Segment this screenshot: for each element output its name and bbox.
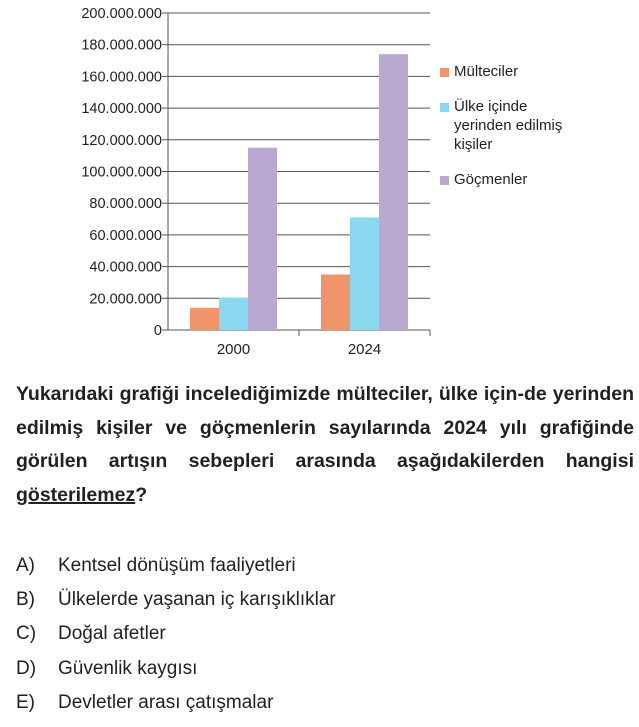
y-tick-label: 100.000.000 — [81, 164, 162, 181]
bar — [350, 217, 379, 330]
x-tick-label: 2000 — [216, 341, 251, 358]
question-text-main: Yukarıdaki grafiği incelediğimizde mülteciler, ülke için-de yerinden edilmiş kişiler ve göçmenlerin sayılarında 2024 yılı grafiğinde görülen artışın sebepleri arasında aşağıdakilerden hangisi — [16, 383, 634, 472]
legend-label: Mülteciler — [454, 63, 519, 80]
question-keyword-underlined: gösterilemez — [16, 483, 136, 506]
question-mark: ? — [135, 483, 148, 506]
option-b[interactable] — [16, 583, 336, 617]
option-letter: D) — [16, 657, 37, 679]
option-a[interactable] — [16, 549, 336, 583]
legend-swatch — [440, 103, 449, 112]
option-text: Doğal afetler — [58, 623, 166, 645]
option-text: Güvenlik kaygısı — [58, 657, 198, 679]
chart-legend — [440, 62, 600, 205]
y-tick-label: 180.000.000 — [81, 37, 162, 54]
legend-swatch — [440, 68, 449, 77]
bar — [379, 54, 408, 330]
legend-item — [440, 62, 600, 81]
option-c[interactable] — [16, 617, 336, 651]
y-tick-label: 200.000.000 — [81, 6, 162, 22]
bar — [248, 148, 277, 330]
y-tick-label: 140.000.000 — [81, 101, 162, 118]
option-letter: B) — [16, 589, 35, 611]
y-tick-label: 40.000.000 — [89, 259, 162, 276]
question-text — [16, 378, 634, 512]
legend-label: Göçmenler — [454, 171, 528, 188]
y-tick-label: 0 — [153, 323, 162, 339]
option-text: Ülkelerde yaşanan iç karışıklıklar — [58, 589, 336, 611]
legend-label: Ülke içinde yerinden edilmiş kişiler — [454, 98, 563, 153]
legend-item — [440, 97, 600, 154]
y-tick-label: 60.000.000 — [89, 227, 162, 244]
bar — [190, 308, 219, 330]
y-tick-label: 120.000.000 — [81, 132, 162, 149]
x-tick-label: 2024 — [347, 341, 382, 358]
legend-item — [440, 170, 600, 189]
y-tick-label: 160.000.000 — [81, 69, 162, 86]
answer-options — [16, 549, 336, 720]
bar — [219, 298, 248, 330]
option-letter: E) — [16, 691, 35, 713]
bar — [321, 275, 350, 330]
option-e[interactable] — [16, 686, 336, 720]
y-tick-label: 20.000.000 — [89, 291, 162, 308]
option-text: Devletler arası çatışmalar — [58, 691, 274, 713]
option-letter: C) — [16, 623, 37, 645]
legend-swatch — [440, 176, 449, 185]
y-tick-label: 80.000.000 — [89, 196, 162, 213]
option-d[interactable] — [16, 652, 336, 686]
option-letter: A) — [16, 555, 35, 576]
option-text: Kentsel dönüşüm faaliyetleri — [58, 555, 296, 576]
